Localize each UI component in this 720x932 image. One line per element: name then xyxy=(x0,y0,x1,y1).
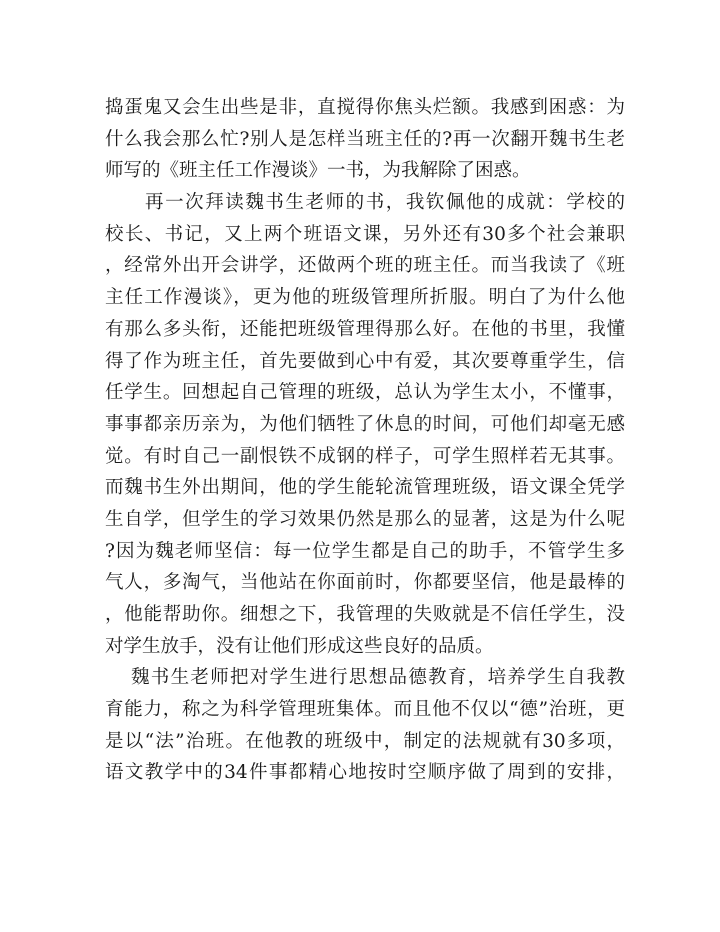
text-line: 育能力，称之为科学管理班集体。而且他不仅以“德”治班，更 xyxy=(105,699,625,721)
text-line: ，经常外出开会讲学，还做两个班的班主任。而当我读了《班 xyxy=(105,255,625,277)
text-line: ，他能帮助你。细想之下，我管理的失败就是不信任学生，没 xyxy=(105,604,625,625)
text-line: 捣蛋鬼又会生出些是非，直搅得你焦头烂额。我感到困惑：为 xyxy=(105,97,625,118)
text-line: 校长、书记，又上两个班语文课，另外还有30多个社会兼职 xyxy=(105,223,625,245)
text-line: 主任工作漫谈》，更为他的班级管理所折服。明白了为什么他 xyxy=(105,287,625,309)
text-line: 气人，多淘气，当他站在你面前时，你都要坚信，他是最棒的 xyxy=(105,572,625,594)
text-line: 师写的《班主任工作漫谈》一书，为我解除了困惑。 xyxy=(105,160,531,182)
text-line: 有那么多头衔，还能把班级管理得那么好。在他的书里，我懂 xyxy=(105,318,625,340)
body-text xyxy=(105,92,625,789)
text-line: 觉。有时自己一副恨铁不成钢的样子，可学生照样若无其事。 xyxy=(105,445,625,467)
text-line: 语文教学中的34件事都精心地按时空顺序做了周到的安排， xyxy=(105,762,625,784)
text-line: 什么我会那么忙?别人是怎样当班主任的?再一次翻开魏书生老 xyxy=(105,128,625,150)
text-line: 是以“法”治班。在他教的班级中，制定的法规就有30多项， xyxy=(105,730,625,752)
text-line: ?因为魏老师坚信：每一位学生都是自己的助手，不管学生多 xyxy=(105,540,625,562)
text-line: 生自学，但学生的学习效果仍然是那么的显著，这是为什么呢 xyxy=(105,508,625,530)
text-line: 得了作为班主任，首先要做到心中有爱，其次要尊重学生，信 xyxy=(105,350,625,372)
text-line: 事事都亲历亲为，为他们牺牲了休息的时间，可他们却毫无感 xyxy=(105,413,625,435)
text-line: 而魏书生外出期间，他的学生能轮流管理班级，语文课全凭学 xyxy=(105,477,625,499)
paragraph-first-line: 再一次拜读魏书生老师的书，我钦佩他的成就：学校的 xyxy=(145,192,625,214)
paragraph-first-line: 魏书生老师把对学生进行思想品德教育，培养学生自我教 xyxy=(131,667,625,689)
text-line: 对学生放手，没有让他们形成这些良好的品质。 xyxy=(105,635,494,657)
text-line: 任学生。回想起自己管理的班级，总认为学生太小，不懂事， xyxy=(105,382,625,404)
